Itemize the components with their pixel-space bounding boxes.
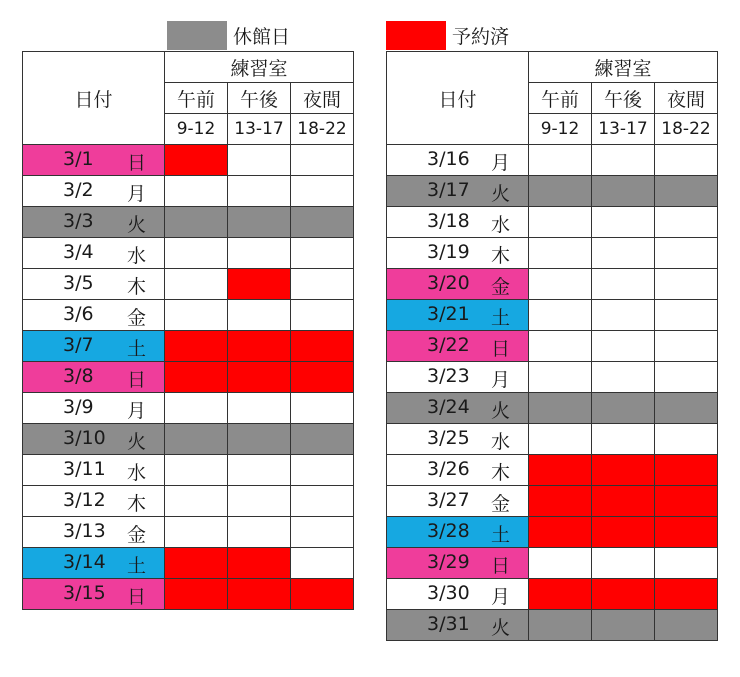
slot-cell-closed[interactable]	[291, 424, 354, 455]
weekday-text: 金	[127, 524, 147, 546]
weekday-text: 木	[491, 462, 511, 484]
weekday-text: 火	[491, 183, 511, 205]
slot-time-header: 9-12	[529, 114, 592, 145]
weekday-text: 日	[127, 586, 147, 608]
slot-cell-booked[interactable]	[529, 517, 592, 548]
table-row	[387, 176, 718, 207]
legend-closed-label: 休館日	[233, 26, 291, 48]
weekday-text: 土	[127, 555, 147, 577]
slot-cell-available[interactable]	[529, 269, 592, 300]
slot-cell-closed[interactable]	[655, 176, 718, 207]
slot-cell-available[interactable]	[529, 207, 592, 238]
date-text: 3/18	[427, 210, 470, 232]
slot-cell-booked[interactable]	[291, 579, 354, 610]
date-text: 3/31	[427, 613, 470, 635]
slot-name-header: 午前	[165, 83, 228, 114]
slot-time-header: 13-17	[228, 114, 291, 145]
schedule-table-left	[22, 51, 354, 610]
date-text: 3/19	[427, 241, 470, 263]
table-row	[387, 610, 718, 641]
legend-booked-swatch	[386, 21, 446, 50]
date-text: 3/27	[427, 489, 470, 511]
room-header: 練習室	[165, 52, 354, 83]
slot-cell-available[interactable]	[529, 300, 592, 331]
date-cell	[23, 176, 165, 207]
slot-cell-available[interactable]	[291, 393, 354, 424]
date-text: 3/26	[427, 458, 470, 480]
date-text: 3/10	[63, 427, 106, 449]
legend-booked-label: 予約済	[452, 26, 510, 48]
weekday-text: 火	[127, 214, 147, 236]
slot-cell-available[interactable]	[655, 269, 718, 300]
table-row	[23, 331, 354, 362]
date-cell	[387, 424, 529, 455]
slot-cell-booked[interactable]	[165, 579, 228, 610]
slot-cell-available[interactable]	[228, 455, 291, 486]
slot-cell-booked[interactable]	[529, 579, 592, 610]
weekday-text: 水	[127, 462, 147, 484]
date-cell	[387, 145, 529, 176]
table-row	[23, 207, 354, 238]
date-text: 3/23	[427, 365, 470, 387]
slot-cell-available[interactable]	[165, 176, 228, 207]
date-text: 3/15	[63, 582, 106, 604]
date-cell	[387, 238, 529, 269]
slot-cell-available[interactable]	[228, 300, 291, 331]
table-row	[387, 238, 718, 269]
slot-cell-available[interactable]	[228, 393, 291, 424]
table-row	[387, 331, 718, 362]
slot-cell-available[interactable]	[291, 238, 354, 269]
date-text: 3/1	[63, 148, 94, 170]
date-cell	[387, 269, 529, 300]
table-row	[387, 362, 718, 393]
slot-cell-available[interactable]	[291, 486, 354, 517]
slot-cell-booked[interactable]	[228, 579, 291, 610]
date-cell	[23, 393, 165, 424]
table-row	[387, 424, 718, 455]
slot-time-header: 9-12	[165, 114, 228, 145]
slot-cell-booked[interactable]	[655, 579, 718, 610]
date-cell	[387, 176, 529, 207]
slot-cell-closed[interactable]	[165, 207, 228, 238]
weekday-text: 月	[491, 152, 511, 174]
slot-cell-booked[interactable]	[529, 455, 592, 486]
date-text: 3/22	[427, 334, 470, 356]
weekday-text: 月	[127, 400, 147, 422]
slot-time-header: 18-22	[291, 114, 354, 145]
date-cell	[23, 238, 165, 269]
date-cell	[387, 331, 529, 362]
date-text: 3/16	[427, 148, 470, 170]
slot-cell-booked[interactable]	[291, 331, 354, 362]
table-row	[23, 362, 354, 393]
weekday-text: 火	[491, 400, 511, 422]
table-row	[23, 486, 354, 517]
weekday-text: 金	[491, 493, 511, 515]
slot-cell-available[interactable]	[529, 145, 592, 176]
slot-cell-closed[interactable]	[655, 393, 718, 424]
slot-cell-available[interactable]	[529, 362, 592, 393]
slot-cell-closed[interactable]	[529, 393, 592, 424]
weekday-text: 水	[491, 214, 511, 236]
date-text: 3/24	[427, 396, 470, 418]
date-text: 3/9	[63, 396, 94, 418]
date-text: 3/2	[63, 179, 94, 201]
table-row	[387, 517, 718, 548]
slot-cell-available[interactable]	[291, 176, 354, 207]
left-rows	[23, 145, 354, 610]
slot-cell-available[interactable]	[228, 238, 291, 269]
date-cell	[387, 455, 529, 486]
slot-cell-available[interactable]	[592, 362, 655, 393]
slot-cell-booked[interactable]	[655, 486, 718, 517]
weekday-text: 火	[127, 431, 147, 453]
slot-cell-booked[interactable]	[228, 362, 291, 393]
weekday-text: 日	[491, 338, 511, 360]
weekday-text: 木	[127, 276, 147, 298]
date-text: 3/30	[427, 582, 470, 604]
slot-cell-available[interactable]	[228, 517, 291, 548]
slot-cell-closed[interactable]	[529, 610, 592, 641]
date-cell	[387, 579, 529, 610]
slot-cell-booked[interactable]	[165, 331, 228, 362]
slot-cell-available[interactable]	[291, 517, 354, 548]
legend-closed	[167, 21, 290, 50]
table-row	[387, 486, 718, 517]
slot-cell-available[interactable]	[655, 145, 718, 176]
slot-cell-booked[interactable]	[165, 548, 228, 579]
slot-cell-booked[interactable]	[655, 455, 718, 486]
slot-cell-available[interactable]	[165, 300, 228, 331]
date-cell	[387, 486, 529, 517]
slot-cell-available[interactable]	[291, 300, 354, 331]
date-cell	[387, 300, 529, 331]
slot-cell-available[interactable]	[592, 207, 655, 238]
slot-name-header: 午後	[592, 83, 655, 114]
date-cell	[387, 517, 529, 548]
date-text: 3/3	[63, 210, 94, 232]
table-row	[387, 455, 718, 486]
table-row	[23, 269, 354, 300]
weekday-text: 日	[127, 152, 147, 174]
date-cell	[23, 300, 165, 331]
date-text: 3/6	[63, 303, 94, 325]
weekday-text: 土	[491, 524, 511, 546]
slot-cell-available[interactable]	[592, 145, 655, 176]
date-cell	[387, 207, 529, 238]
slot-cell-closed[interactable]	[165, 424, 228, 455]
table-row	[387, 548, 718, 579]
date-text: 3/20	[427, 272, 470, 294]
slot-cell-available[interactable]	[655, 424, 718, 455]
date-column-header: 日付	[387, 52, 529, 145]
table-row	[23, 300, 354, 331]
date-cell	[23, 207, 165, 238]
slot-cell-available[interactable]	[655, 362, 718, 393]
schedule-table-right	[386, 51, 718, 641]
slot-cell-available[interactable]	[592, 424, 655, 455]
slot-cell-available[interactable]	[655, 300, 718, 331]
room-header: 練習室	[529, 52, 718, 83]
date-text: 3/17	[427, 179, 470, 201]
slot-cell-booked[interactable]	[165, 362, 228, 393]
slot-cell-closed[interactable]	[655, 610, 718, 641]
date-text: 3/29	[427, 551, 470, 573]
table-row	[23, 238, 354, 269]
slot-cell-booked[interactable]	[592, 579, 655, 610]
table-row	[23, 455, 354, 486]
date-text: 3/13	[63, 520, 106, 542]
date-cell	[23, 579, 165, 610]
date-text: 3/25	[427, 427, 470, 449]
date-text: 3/21	[427, 303, 470, 325]
slot-cell-available[interactable]	[165, 238, 228, 269]
date-text: 3/7	[63, 334, 94, 356]
slot-cell-booked[interactable]	[655, 517, 718, 548]
weekday-text: 木	[491, 245, 511, 267]
table-row	[23, 579, 354, 610]
table-row	[23, 424, 354, 455]
date-cell	[23, 145, 165, 176]
slot-cell-available[interactable]	[165, 269, 228, 300]
slot-cell-available[interactable]	[655, 238, 718, 269]
date-text: 3/12	[63, 489, 106, 511]
date-cell	[23, 548, 165, 579]
weekday-text: 土	[491, 307, 511, 329]
slot-cell-closed[interactable]	[291, 207, 354, 238]
slot-cell-closed[interactable]	[592, 176, 655, 207]
table-row	[387, 300, 718, 331]
slot-name-header: 夜間	[291, 83, 354, 114]
table-row	[387, 145, 718, 176]
slot-cell-closed[interactable]	[592, 610, 655, 641]
date-cell	[23, 424, 165, 455]
slot-cell-booked[interactable]	[228, 331, 291, 362]
slot-cell-available[interactable]	[592, 331, 655, 362]
slot-cell-available[interactable]	[291, 269, 354, 300]
slot-cell-booked[interactable]	[291, 362, 354, 393]
date-cell	[23, 517, 165, 548]
date-cell	[387, 610, 529, 641]
table-row	[23, 393, 354, 424]
slot-cell-available[interactable]	[592, 269, 655, 300]
slot-cell-available[interactable]	[165, 486, 228, 517]
date-text: 3/28	[427, 520, 470, 542]
slot-cell-available[interactable]	[592, 548, 655, 579]
slot-cell-booked[interactable]	[165, 145, 228, 176]
date-cell	[23, 269, 165, 300]
date-text: 3/14	[63, 551, 106, 573]
slot-cell-available[interactable]	[592, 300, 655, 331]
weekday-text: 月	[491, 369, 511, 391]
weekday-text: 金	[127, 307, 147, 329]
slot-cell-available[interactable]	[529, 548, 592, 579]
date-cell	[23, 331, 165, 362]
slot-cell-available[interactable]	[165, 517, 228, 548]
slot-cell-available[interactable]	[165, 455, 228, 486]
table-row	[387, 269, 718, 300]
slot-cell-booked[interactable]	[592, 517, 655, 548]
date-text: 3/8	[63, 365, 94, 387]
weekday-text: 日	[491, 555, 511, 577]
slot-cell-booked[interactable]	[529, 486, 592, 517]
slot-name-header: 午後	[228, 83, 291, 114]
slot-cell-booked[interactable]	[592, 486, 655, 517]
table-row	[387, 579, 718, 610]
legend-booked	[386, 21, 509, 50]
slot-cell-closed[interactable]	[592, 393, 655, 424]
table-row	[23, 176, 354, 207]
table-row	[23, 548, 354, 579]
legend-closed-swatch	[167, 21, 227, 50]
weekday-text: 水	[491, 431, 511, 453]
right-rows	[387, 145, 718, 641]
weekday-text: 水	[127, 245, 147, 267]
date-cell	[387, 393, 529, 424]
slot-cell-available[interactable]	[228, 176, 291, 207]
slot-cell-available[interactable]	[655, 548, 718, 579]
slot-cell-available[interactable]	[655, 207, 718, 238]
slot-cell-available[interactable]	[291, 455, 354, 486]
weekday-text: 月	[127, 183, 147, 205]
table-row	[387, 393, 718, 424]
slot-cell-booked[interactable]	[228, 269, 291, 300]
slot-time-header: 13-17	[592, 114, 655, 145]
weekday-text: 土	[127, 338, 147, 360]
slot-cell-available[interactable]	[592, 238, 655, 269]
slot-time-header: 18-22	[655, 114, 718, 145]
slot-cell-available[interactable]	[291, 145, 354, 176]
slot-cell-available[interactable]	[655, 331, 718, 362]
table-row	[23, 145, 354, 176]
weekday-text: 木	[127, 493, 147, 515]
slot-cell-available[interactable]	[529, 238, 592, 269]
slot-cell-available[interactable]	[228, 145, 291, 176]
table-row	[387, 207, 718, 238]
slot-cell-closed[interactable]	[228, 424, 291, 455]
weekday-text: 月	[491, 586, 511, 608]
slot-cell-available[interactable]	[529, 331, 592, 362]
slot-cell-available[interactable]	[529, 424, 592, 455]
weekday-text: 金	[491, 276, 511, 298]
date-cell	[23, 362, 165, 393]
table-row	[23, 517, 354, 548]
date-cell	[387, 548, 529, 579]
date-cell	[23, 455, 165, 486]
weekday-text: 日	[127, 369, 147, 391]
slot-cell-booked[interactable]	[592, 455, 655, 486]
date-text: 3/11	[63, 458, 106, 480]
slot-cell-available[interactable]	[291, 548, 354, 579]
slot-name-header: 夜間	[655, 83, 718, 114]
date-cell	[23, 486, 165, 517]
weekday-text: 火	[491, 617, 511, 639]
slot-cell-closed[interactable]	[228, 207, 291, 238]
date-text: 3/4	[63, 241, 94, 263]
slot-cell-booked[interactable]	[228, 548, 291, 579]
date-cell	[387, 362, 529, 393]
slot-cell-closed[interactable]	[529, 176, 592, 207]
date-text: 3/5	[63, 272, 94, 294]
slot-cell-available[interactable]	[228, 486, 291, 517]
slot-name-header: 午前	[529, 83, 592, 114]
date-column-header: 日付	[23, 52, 165, 145]
slot-cell-available[interactable]	[165, 393, 228, 424]
